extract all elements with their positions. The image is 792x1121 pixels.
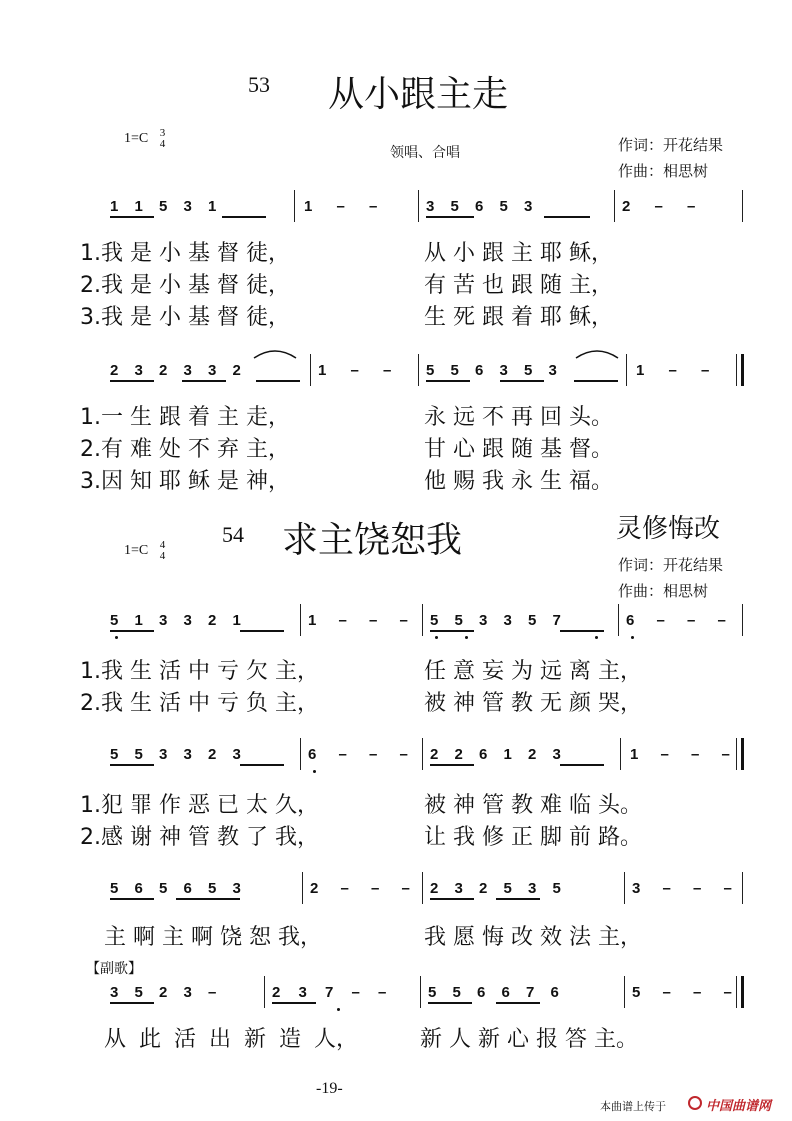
measure: 2 3 2 5 3 5: [430, 880, 561, 897]
lyric-line: 我 愿 悔 改 效 法 主，: [424, 925, 642, 950]
barline: [418, 190, 419, 222]
underline: [500, 380, 544, 382]
lyric-line: 主 啊 主 啊 饶 恕 我，: [104, 925, 322, 950]
lyric-line: 让 我 修 正 脚 前 路。: [424, 825, 642, 850]
low-octave-dot: [631, 636, 634, 639]
underline: [240, 764, 284, 766]
measure: 5 1 3 3 2 1: [110, 612, 241, 629]
barline: [736, 354, 737, 386]
underline: [110, 216, 154, 218]
barline: [742, 872, 743, 904]
song53-lyricist: 作词：开花结果: [618, 136, 724, 154]
final-barline: [741, 354, 744, 386]
lyric-line: 3.我 是 小 基 督 徒，: [80, 305, 290, 330]
song53-number: 53: [248, 72, 270, 97]
song53-key: 1=C 3 4: [124, 127, 166, 150]
underline: [272, 1002, 316, 1004]
lyric-line: 1.一 生 跟 着 主 走，: [80, 405, 290, 430]
underline: [560, 764, 604, 766]
lyric-line: 2.我 是 小 基 督 徒，: [80, 273, 290, 298]
chorus-label: 【副歌】: [86, 961, 142, 977]
measure: 6 – – –: [626, 612, 726, 629]
barline: [614, 190, 615, 222]
low-octave-dot: [465, 636, 468, 639]
measure: 5 5 6 6 7 6: [428, 984, 559, 1001]
measure: 1 – –: [636, 362, 710, 379]
underline: [496, 898, 540, 900]
barline: [742, 604, 743, 636]
lyric-line: 1.我 是 小 基 督 徒，: [80, 241, 290, 266]
measure: 5 5 3 3 5 7: [430, 612, 561, 629]
barline: [620, 738, 621, 770]
song54-number: 54: [222, 522, 244, 547]
barline: [310, 354, 311, 386]
barline: [302, 872, 303, 904]
barline: [264, 976, 265, 1008]
underline: [182, 380, 226, 382]
lyric-line: 被 神 管 教 难 临 头。: [424, 793, 642, 818]
underline: [426, 216, 474, 218]
underline: [110, 380, 154, 382]
lyric-line: 新 人 新 心 报 答 主。: [420, 1027, 638, 1052]
barline: [624, 976, 625, 1008]
barline: [420, 976, 421, 1008]
lyric-line: 2.感 谢 神 管 教 了 我，: [80, 825, 319, 850]
measure: 3 – – –: [632, 880, 732, 897]
barline: [422, 738, 423, 770]
barline: [736, 976, 737, 1008]
barline: [736, 738, 737, 770]
final-barline: [741, 976, 744, 1008]
measure: 2 3 7 – –: [272, 984, 387, 1001]
underline: [110, 898, 154, 900]
song53-mode: 领唱、合唱: [390, 145, 460, 161]
underline: [110, 1002, 154, 1004]
lyric-line: 1.我 生 活 中 亏 欠 主，: [80, 659, 319, 684]
site-logo-text: 中国曲谱网: [706, 1099, 772, 1114]
lyric-line: 从 小 跟 主 耶 稣，: [424, 241, 613, 266]
low-octave-dot: [435, 636, 438, 639]
underline: [222, 216, 266, 218]
measure: 1 – –: [304, 198, 378, 215]
measure: 5 6 5 6 5 3: [110, 880, 241, 897]
song54-composer: 作曲：相思树: [618, 582, 709, 600]
barline: [294, 190, 295, 222]
measure: 1 – –: [318, 362, 392, 379]
slur: [250, 344, 300, 360]
barline: [300, 738, 301, 770]
underline: [560, 630, 604, 632]
underline: [426, 380, 470, 382]
low-octave-dot: [595, 636, 598, 639]
lyric-line: 永 远 不 再 回 头。: [424, 405, 613, 430]
underline: [428, 1002, 472, 1004]
underline: [430, 630, 474, 632]
site-logo-icon: [688, 1096, 702, 1110]
measure: 3 5 6 5 3: [426, 198, 533, 215]
lyric-line: 2.我 生 活 中 亏 负 主，: [80, 691, 319, 716]
barline: [626, 354, 627, 386]
underline: [110, 764, 154, 766]
song54-subtitle: 灵修悔改: [616, 514, 721, 544]
underline: [240, 630, 284, 632]
upload-credit: 本曲谱上传于: [600, 1100, 666, 1113]
underline: [256, 380, 300, 382]
low-octave-dot: [337, 1008, 340, 1011]
lyric-line: 有 苦 也 跟 随 主，: [424, 273, 613, 298]
barline: [624, 872, 625, 904]
measure: 5 – – –: [632, 984, 732, 1001]
page-number: -19-: [316, 1080, 343, 1097]
song53-title: 从小跟主走: [328, 74, 509, 115]
measure: 1 – – –: [630, 746, 730, 763]
barline: [418, 354, 419, 386]
lyric-line: 3.因 知 耶 稣 是 神，: [80, 469, 290, 494]
measure: 2 2 6 1 2 3: [430, 746, 561, 763]
low-octave-dot: [115, 636, 118, 639]
lyric-line: 1.犯 罪 作 恶 已 太 久，: [80, 793, 319, 818]
barline: [300, 604, 301, 636]
lyric-line: 2.有 难 处 不 弃 主，: [80, 437, 290, 462]
song53-composer: 作曲：相思树: [618, 162, 709, 180]
measure: 1 1 5 3 1: [110, 198, 217, 215]
song54-title: 求主饶恕我: [282, 520, 463, 561]
measure: 3 5 2 3 –: [110, 984, 217, 1001]
lyric-line: 从 此 活 出 新 造 人，: [104, 1027, 358, 1052]
barline: [422, 604, 423, 636]
song54-lyricist: 作词：开花结果: [618, 556, 724, 574]
measure: 5 5 6 3 5 3: [426, 362, 557, 379]
lyric-line: 任 意 妄 为 远 离 主，: [424, 659, 642, 684]
measure: 2 – –: [622, 198, 696, 215]
measure: 6 – – –: [308, 746, 408, 763]
underline: [544, 216, 590, 218]
lyric-line: 生 死 跟 着 耶 稣，: [424, 305, 613, 330]
lyric-line: 被 神 管 教 无 颜 哭，: [424, 691, 642, 716]
underline: [430, 764, 474, 766]
measure: 2 – – –: [310, 880, 410, 897]
underline: [176, 898, 240, 900]
underline: [430, 898, 474, 900]
barline: [422, 872, 423, 904]
final-barline: [741, 738, 744, 770]
measure: 1 – – –: [308, 612, 408, 629]
low-octave-dot: [313, 770, 316, 773]
barline: [742, 190, 743, 222]
measure: 5 5 3 3 2 3: [110, 746, 241, 763]
lyric-line: 甘 心 跟 随 基 督。: [424, 437, 613, 462]
underline: [496, 1002, 540, 1004]
song54-key: 1=C 4 4: [124, 539, 166, 562]
slur: [572, 344, 622, 360]
lyric-line: 他 赐 我 永 生 福。: [424, 469, 613, 494]
barline: [618, 604, 619, 636]
underline: [110, 630, 154, 632]
underline: [574, 380, 618, 382]
measure: 2 3 2 3 3 2: [110, 362, 241, 379]
